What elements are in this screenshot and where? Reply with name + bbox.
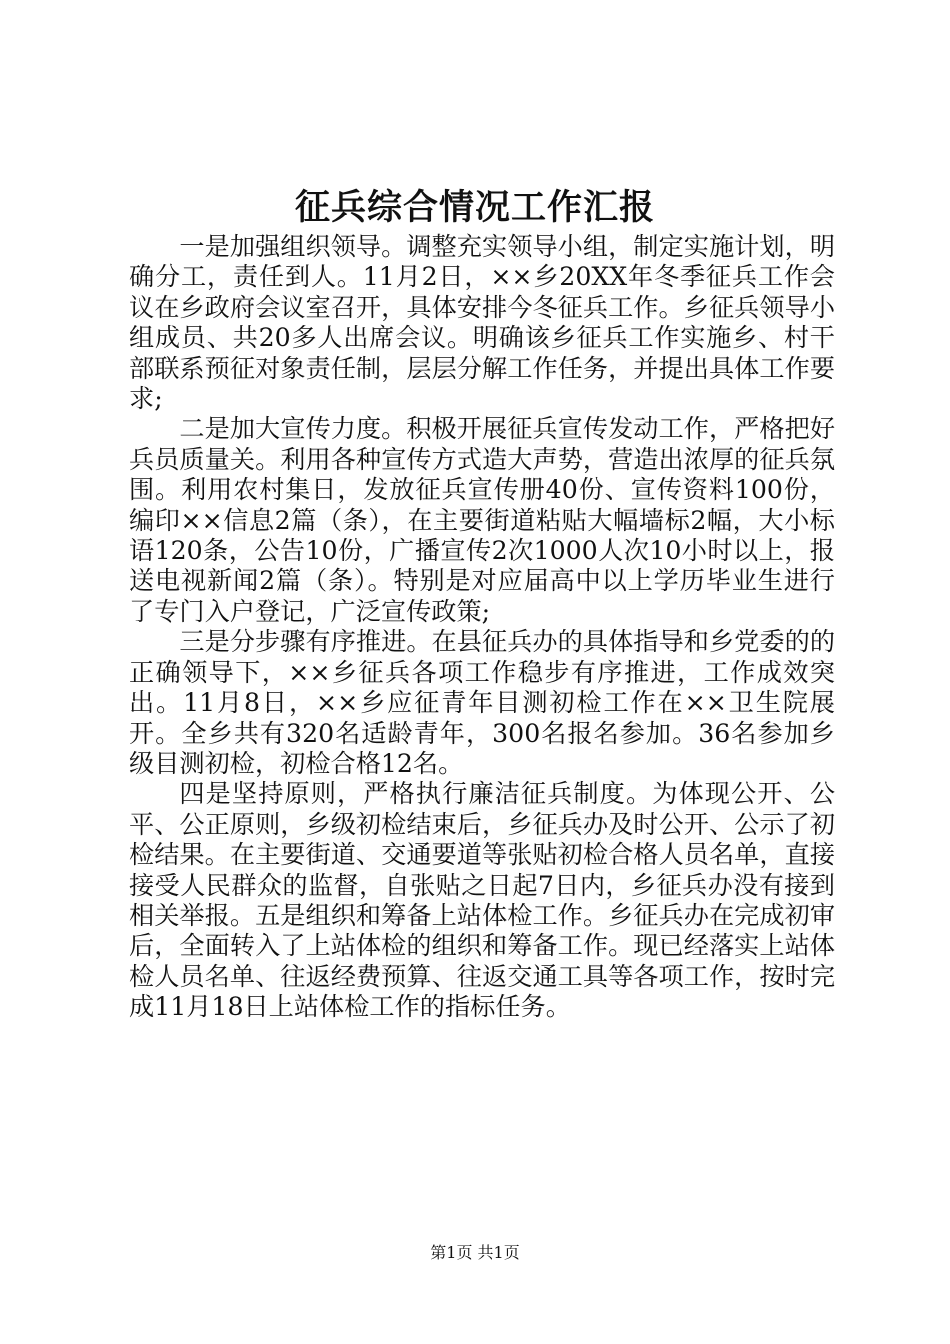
paragraph-3: 三是分步骤有序推进。在县征兵办的具体指导和乡党委的的正确领导下，××乡征兵各项工作稳步有序推进，工作成效突出。11月8日，××乡应征青年目测初检工作在××卫生院展开。全乡共有320名适龄青年，300名报名参加。36名参加乡级目测初检，初检合格12名。 xyxy=(129,627,835,778)
page-footer: 第1页 共1页 xyxy=(430,1243,520,1262)
paragraph-1: 一是加强组织领导。调整充实领导小组，制定实施计划，明确分工，责任到人。11月2日，××乡20XX年冬季征兵工作会议在乡政府会议室召开，具体安排今冬征兵工作。乡征兵领导小组成员、共20多人出席会议。明确该乡征兵工作实施乡、村干部联系预征对象责任制，层层分解工作任务，并提出具体工作要求; xyxy=(129,232,835,414)
document-body xyxy=(129,232,835,1023)
document-title: 征兵综合情况工作汇报 xyxy=(294,187,655,228)
paragraph-4: 四是坚持原则，严格执行廉洁征兵制度。为体现公开、公平、公正原则，乡级初检结束后，乡征兵办及时公开、公示了初检结果。在主要街道、交通要道等张贴初检合格人员名单，直接接受人民群众的监督，自张贴之日起7日内，乡征兵办没有接到相关举报。五是组织和筹备上站体检工作。乡征兵办在完成初审后，全面转入了上站体检的组织和筹备工作。现已经落实上站体检人员名单、往返经费预算、往返交通工具等各项工作，按时完成11月18日上站体检工作的指标任务。 xyxy=(129,779,835,1022)
paragraph-2: 二是加大宣传力度。积极开展征兵宣传发动工作，严格把好兵员质量关。利用各种宣传方式造大声势，营造出浓厚的征兵氛围。利用农村集日，发放征兵宣传册40份、宣传资料100份，编印××信息2篇（条），在主要街道粘贴大幅墙标2幅，大小标语120条，公告10份，广播宣传2次1000人次10小时以上，报送电视新闻2篇（条）。特别是对应届高中以上学历毕业生进行了专门入户登记，广泛宣传政策; xyxy=(129,414,835,626)
